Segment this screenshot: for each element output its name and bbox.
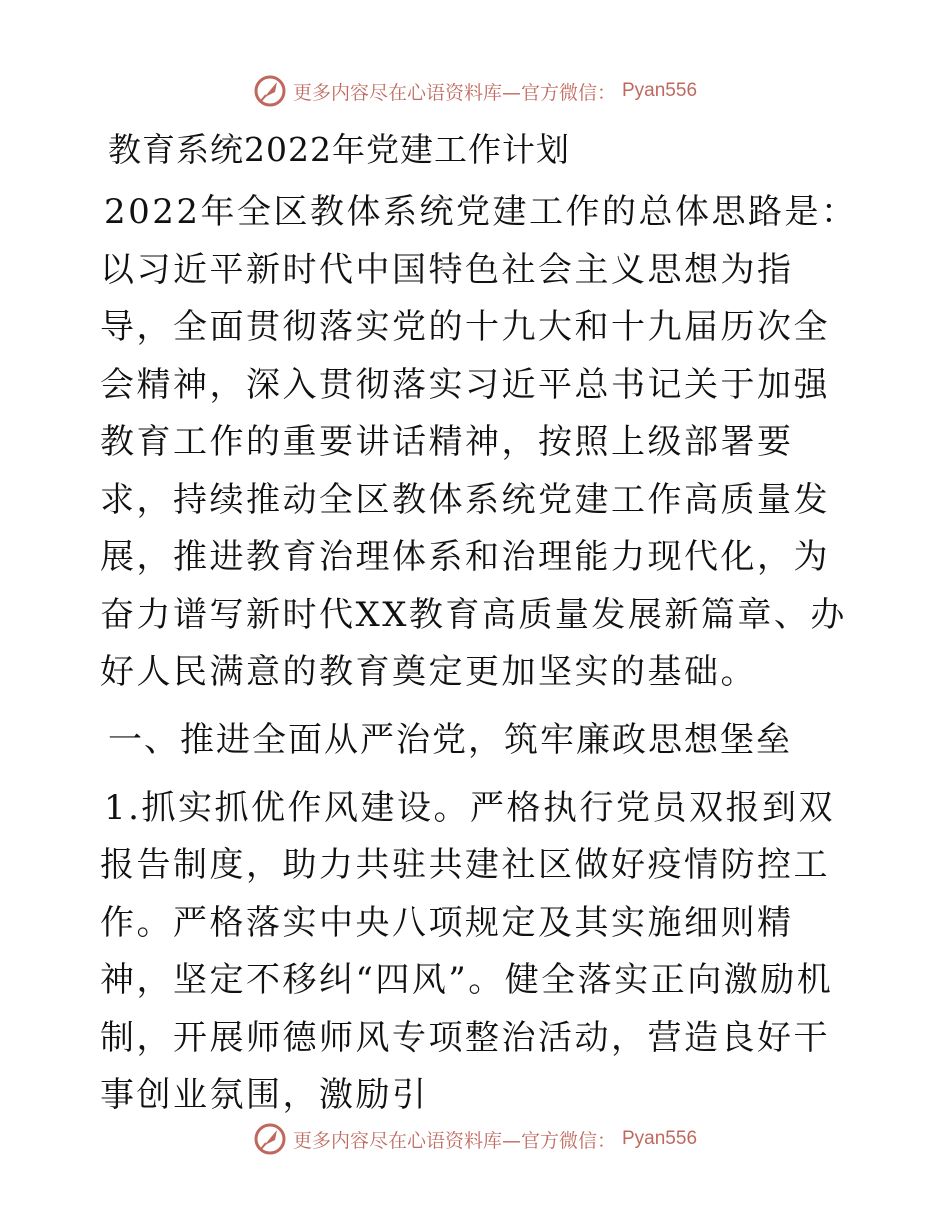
section-heading: 一、推进全面从严治党，筑牢廉政思想堡垒	[108, 719, 792, 760]
watermark-top	[0, 71, 950, 111]
watermark-text: 更多内容尽在心语资料库—官方微信：	[292, 1129, 616, 1152]
watermark-bottom	[0, 1119, 950, 1159]
item-paragraph: 1.抓实抓优作风建设。严格执行党员双报到双报告制度，助力共驻共建社区做好疫情防控工作。严格落实中央八项规定及其实施细则精神，坚定不移纠“四风”。健全落实正向激励机制，开展师德师风专项整治活动，营造良好干事创业氛围，激励引	[100, 787, 835, 1115]
document-title: 教育系统2022年党建工作计划	[108, 130, 570, 169]
watermark-wechat-id: Pyan556	[622, 1128, 698, 1149]
watermark-text: 更多内容尽在心语资料库—官方微信：	[292, 81, 616, 104]
feather-logo-icon	[253, 1122, 287, 1156]
document-body	[100, 122, 860, 1135]
intro-paragraph: 2022年全区教体系统党建工作的总体思路是：以习近平新时代中国特色社会主义思想为指导，全面贯彻落实党的十九大和十九届历次全会精神，深入贯彻落实习近平总书记关于加强教育工作的重要讲话精神，按照上级部署要求，持续推动全区教体系统党建工作高质量发展，推进教育治理体系和治理能力现代化，为奋力谱写新时代XX教育高质量发展新篇章、办好人民满意的教育奠定更加坚实的基础。	[100, 192, 858, 692]
feather-logo-icon	[253, 74, 287, 108]
watermark-wechat-id: Pyan556	[622, 80, 698, 101]
